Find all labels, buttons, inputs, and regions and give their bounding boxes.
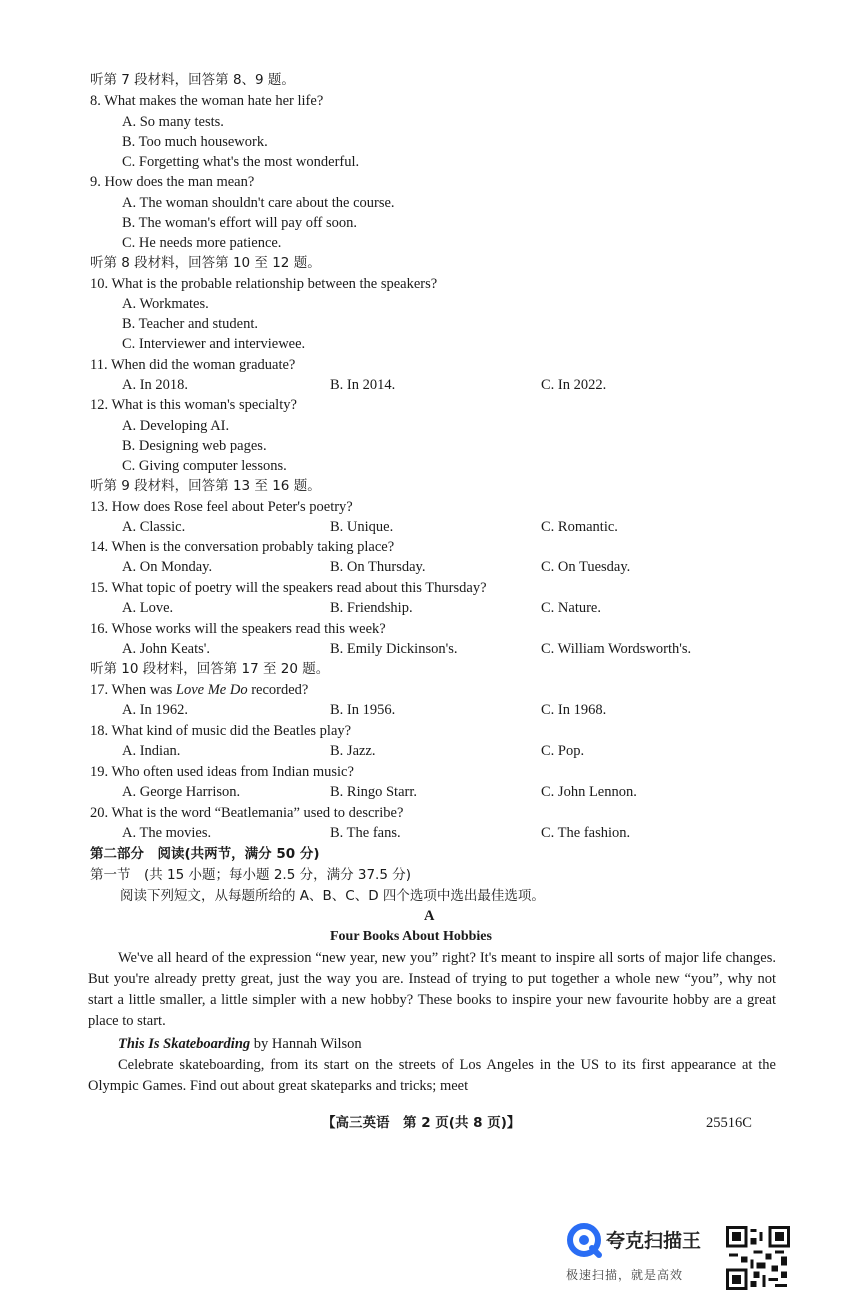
question-15: 15. What topic of poetry will the speakers read about this Thursday? bbox=[90, 580, 487, 596]
question-9: 9. How does the man mean? bbox=[90, 174, 255, 190]
question-9-option-c: C. He needs more patience. bbox=[122, 235, 282, 251]
question-19-option-a: A. George Harrison. bbox=[122, 784, 241, 800]
question-16-option-b: B. Emily Dickinson's. bbox=[330, 641, 458, 657]
question-19: 19. Who often used ideas from Indian music? bbox=[90, 764, 354, 780]
scanner-watermark bbox=[566, 1222, 796, 1292]
question-17-option-b: B. In 1956. bbox=[330, 702, 396, 718]
question-10-option-b: B. Teacher and student. bbox=[122, 316, 259, 332]
question-9-option-b: B. The woman's effort will pay off soon. bbox=[122, 215, 357, 231]
question-15-option-c: C. Nature. bbox=[541, 600, 601, 616]
question-15-option-a: A. Love. bbox=[122, 600, 174, 616]
question-19-option-b: B. Ringo Starr. bbox=[330, 784, 418, 800]
section-7-heading: 听第 7 段材料，回答第 8、9 题。 bbox=[90, 72, 295, 88]
question-13-option-b: B. Unique. bbox=[330, 519, 394, 535]
question-10: 10. What is the probable relationship between the speakers? bbox=[90, 276, 438, 292]
passage-paragraph-2: Celebrate skateboarding, from its start on the streets of Los Angeles in the US to its first appearance at the Olympic Games. Find out about great skateparks and tricks; meet bbox=[88, 1057, 776, 1094]
question-11: 11. When did the woman graduate? bbox=[90, 357, 296, 373]
question-17-stem-start: 17. When was bbox=[90, 682, 176, 698]
exam-code: 25516C bbox=[706, 1115, 752, 1131]
page-footer-label: 【高三英语 第 2 页(共 8 页)】 bbox=[322, 1115, 521, 1131]
question-9-option-a: A. The woman shouldn't care about the course. bbox=[122, 195, 395, 211]
reading-instruction: 阅读下列短文，从每题所给的 A、B、C、D 四个选项中选出最佳选项。 bbox=[120, 888, 545, 904]
question-16-option-a: A. John Keats'. bbox=[122, 641, 210, 657]
question-11-option-b: B. In 2014. bbox=[330, 377, 396, 393]
question-12-option-a: A. Developing AI. bbox=[122, 418, 230, 434]
question-20-option-c: C. The fashion. bbox=[541, 825, 631, 841]
passage-title: Four Books About Hobbies bbox=[330, 929, 492, 944]
question-14: 14. When is the conversation probably taking place? bbox=[90, 539, 395, 555]
question-10-option-c: C. Interviewer and interviewee. bbox=[122, 336, 306, 352]
question-17-option-a: A. In 1962. bbox=[122, 702, 189, 718]
scanner-tagline: 极速扫描，就是高效 bbox=[566, 1268, 684, 1282]
section-8-heading: 听第 8 段材料，回答第 10 至 12 题。 bbox=[90, 255, 321, 271]
section-one-title: 第一节 (共 15 小题；每小题 2.5 分，满分 37.5 分) bbox=[90, 867, 411, 883]
book-1-author: by Hannah Wilson bbox=[250, 1036, 362, 1052]
scanner-logo-icon bbox=[566, 1222, 602, 1258]
question-13: 13. How does Rose feel about Peter's poetry? bbox=[90, 499, 353, 515]
question-14-option-a: A. On Monday. bbox=[122, 559, 213, 575]
qr-code-icon bbox=[726, 1226, 790, 1290]
question-20-option-a: A. The movies. bbox=[122, 825, 212, 841]
question-20-option-b: B. The fans. bbox=[330, 825, 401, 841]
question-18-option-c: C. Pop. bbox=[541, 743, 585, 759]
question-19-option-c: C. John Lennon. bbox=[541, 784, 637, 800]
question-8-option-c: C. Forgetting what's the most wonderful. bbox=[122, 154, 360, 170]
question-8-option-a: A. So many tests. bbox=[122, 114, 224, 130]
passage-letter: A bbox=[424, 908, 435, 924]
question-18-option-a: A. Indian. bbox=[122, 743, 181, 759]
question-17-option-c: C. In 1968. bbox=[541, 702, 607, 718]
question-10-option-a: A. Workmates. bbox=[122, 296, 209, 312]
question-12-option-b: B. Designing web pages. bbox=[122, 438, 267, 454]
question-17-stem-end: recorded? bbox=[247, 682, 309, 698]
question-14-option-b: B. On Thursday. bbox=[330, 559, 426, 575]
question-18: 18. What kind of music did the Beatles play? bbox=[90, 723, 352, 739]
question-8: 8. What makes the woman hate her life? bbox=[90, 93, 324, 109]
question-11-option-c: C. In 2022. bbox=[541, 377, 607, 393]
question-14-option-c: C. On Tuesday. bbox=[541, 559, 631, 575]
section-9-heading: 听第 9 段材料，回答第 13 至 16 题。 bbox=[90, 478, 321, 494]
song-title: Love Me Do bbox=[175, 682, 248, 698]
part-two-title: 第二部分 阅读(共两节，满分 50 分) bbox=[90, 846, 320, 862]
passage-paragraph-1: We've all heard of the expression “new year, new you” right? It's meant to inspire all sorts of major life changes. But you're already pretty great, just the way you are. Instead of trying to put together a whole new “you”, why not start a little smaller, a little simpler with a new hobby? These books to inspire your new favourite hobby are a great place to start. bbox=[88, 950, 776, 1029]
question-12: 12. What is this woman's specialty? bbox=[90, 397, 297, 413]
question-8-option-b: B. Too much housework. bbox=[122, 134, 268, 150]
question-17 bbox=[90, 680, 308, 700]
section-10-heading: 听第 10 段材料，回答第 17 至 20 题。 bbox=[90, 661, 330, 677]
question-20: 20. What is the word “Beatlemania” used to describe? bbox=[90, 805, 404, 821]
scanner-brand-name: 夸克扫描王 bbox=[606, 1230, 702, 1252]
question-16: 16. Whose works will the speakers read this week? bbox=[90, 621, 386, 637]
question-18-option-b: B. Jazz. bbox=[330, 743, 376, 759]
book-1-heading bbox=[118, 1034, 362, 1054]
question-15-option-b: B. Friendship. bbox=[330, 600, 413, 616]
question-12-option-c: C. Giving computer lessons. bbox=[122, 458, 287, 474]
question-16-option-c: C. William Wordsworth's. bbox=[541, 641, 692, 657]
book-1-title: This Is Skateboarding bbox=[118, 1036, 251, 1052]
question-13-option-c: C. Romantic. bbox=[541, 519, 618, 535]
question-11-option-a: A. In 2018. bbox=[122, 377, 189, 393]
question-13-option-a: A. Classic. bbox=[122, 519, 186, 535]
